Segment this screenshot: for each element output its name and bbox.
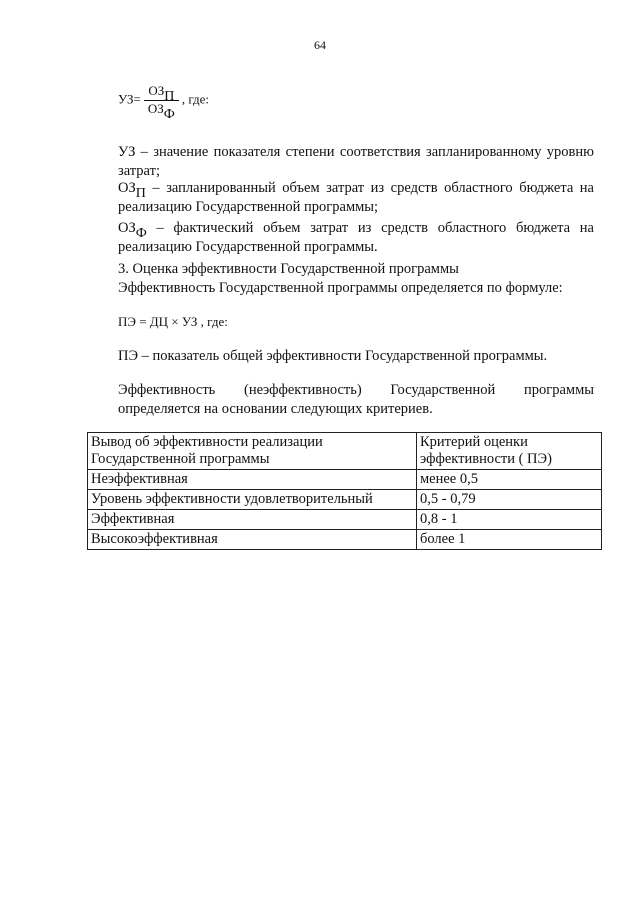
table-cell-conclusion: Уровень эффективности удовлетворительный	[88, 490, 417, 510]
definition-ozf-text: – фактический объем затрат из средств областного бюджета на реализацию Государственной программы.	[118, 220, 594, 255]
formula-uz-lhs: УЗ	[118, 91, 134, 107]
definition-uz	[118, 143, 594, 181]
table-cell-conclusion: Неэффективная	[88, 470, 417, 490]
definition-ozp-lead: ОЗ	[118, 180, 136, 196]
table-cell-criterion: менее 0,5	[417, 470, 602, 490]
formula-uz-numerator: ОЗ	[148, 83, 165, 98]
table-cell-conclusion: Высокоэффективная	[88, 530, 417, 550]
formula-uz	[118, 83, 210, 122]
table-row	[88, 470, 602, 490]
formula-uz-numerator-sub: П	[164, 89, 175, 104]
table-cell-criterion: более 1	[417, 530, 602, 550]
definition-ozf-lead: ОЗ	[118, 220, 136, 236]
definition-ozf	[118, 219, 594, 257]
table-header-row	[88, 433, 602, 470]
formula-intro: Эффективность Государственной программы определяется по формуле:	[118, 280, 563, 296]
formula-uz-denominator-sub: Ф	[163, 107, 175, 122]
definition-pe: ПЭ – показатель общей эффективности Государственной программы.	[118, 348, 548, 364]
formula-uz-eq: =	[133, 91, 141, 107]
criteria-table	[87, 432, 602, 550]
table-cell-criterion: 0,5 - 0,79	[417, 490, 602, 510]
formula-uz-fraction	[144, 83, 179, 122]
table-row	[88, 490, 602, 510]
table-cell-criterion: 0,8 - 1	[417, 510, 602, 530]
definition-ozf-sub: Ф	[135, 226, 147, 241]
criteria-intro: Эффективность (неэффективность) Государственной программы определяется на основании следующих критериев.	[118, 382, 594, 417]
table-header-cell: Вывод об эффективности реализации Государственной программы	[88, 433, 417, 470]
table-cell-conclusion: Эффективная	[88, 510, 417, 530]
table-row	[88, 530, 602, 550]
formula-uz-suffix: , где:	[181, 91, 210, 107]
section-heading: 3. Оценка эффективности Государственной программы	[118, 261, 459, 277]
definition-ozp	[118, 179, 594, 217]
definition-uz-lead: УЗ	[118, 144, 136, 160]
page-number: 64	[314, 38, 326, 52]
definition-ozp-sub: П	[135, 186, 146, 201]
formula-uz-denominator: ОЗ	[147, 101, 164, 116]
table-header-cell: Критерий оценки эффективности ( ПЭ)	[417, 433, 602, 470]
table-row	[88, 510, 602, 530]
definition-uz-text: – значение показателя степени соответствия запланированному уровню затрат;	[118, 144, 594, 179]
formula-pe: ПЭ = ДЦ × УЗ , где:	[118, 314, 228, 329]
definition-ozp-text: – запланированный объем затрат из средств областного бюджета на реализацию Государственной программы;	[118, 180, 594, 215]
